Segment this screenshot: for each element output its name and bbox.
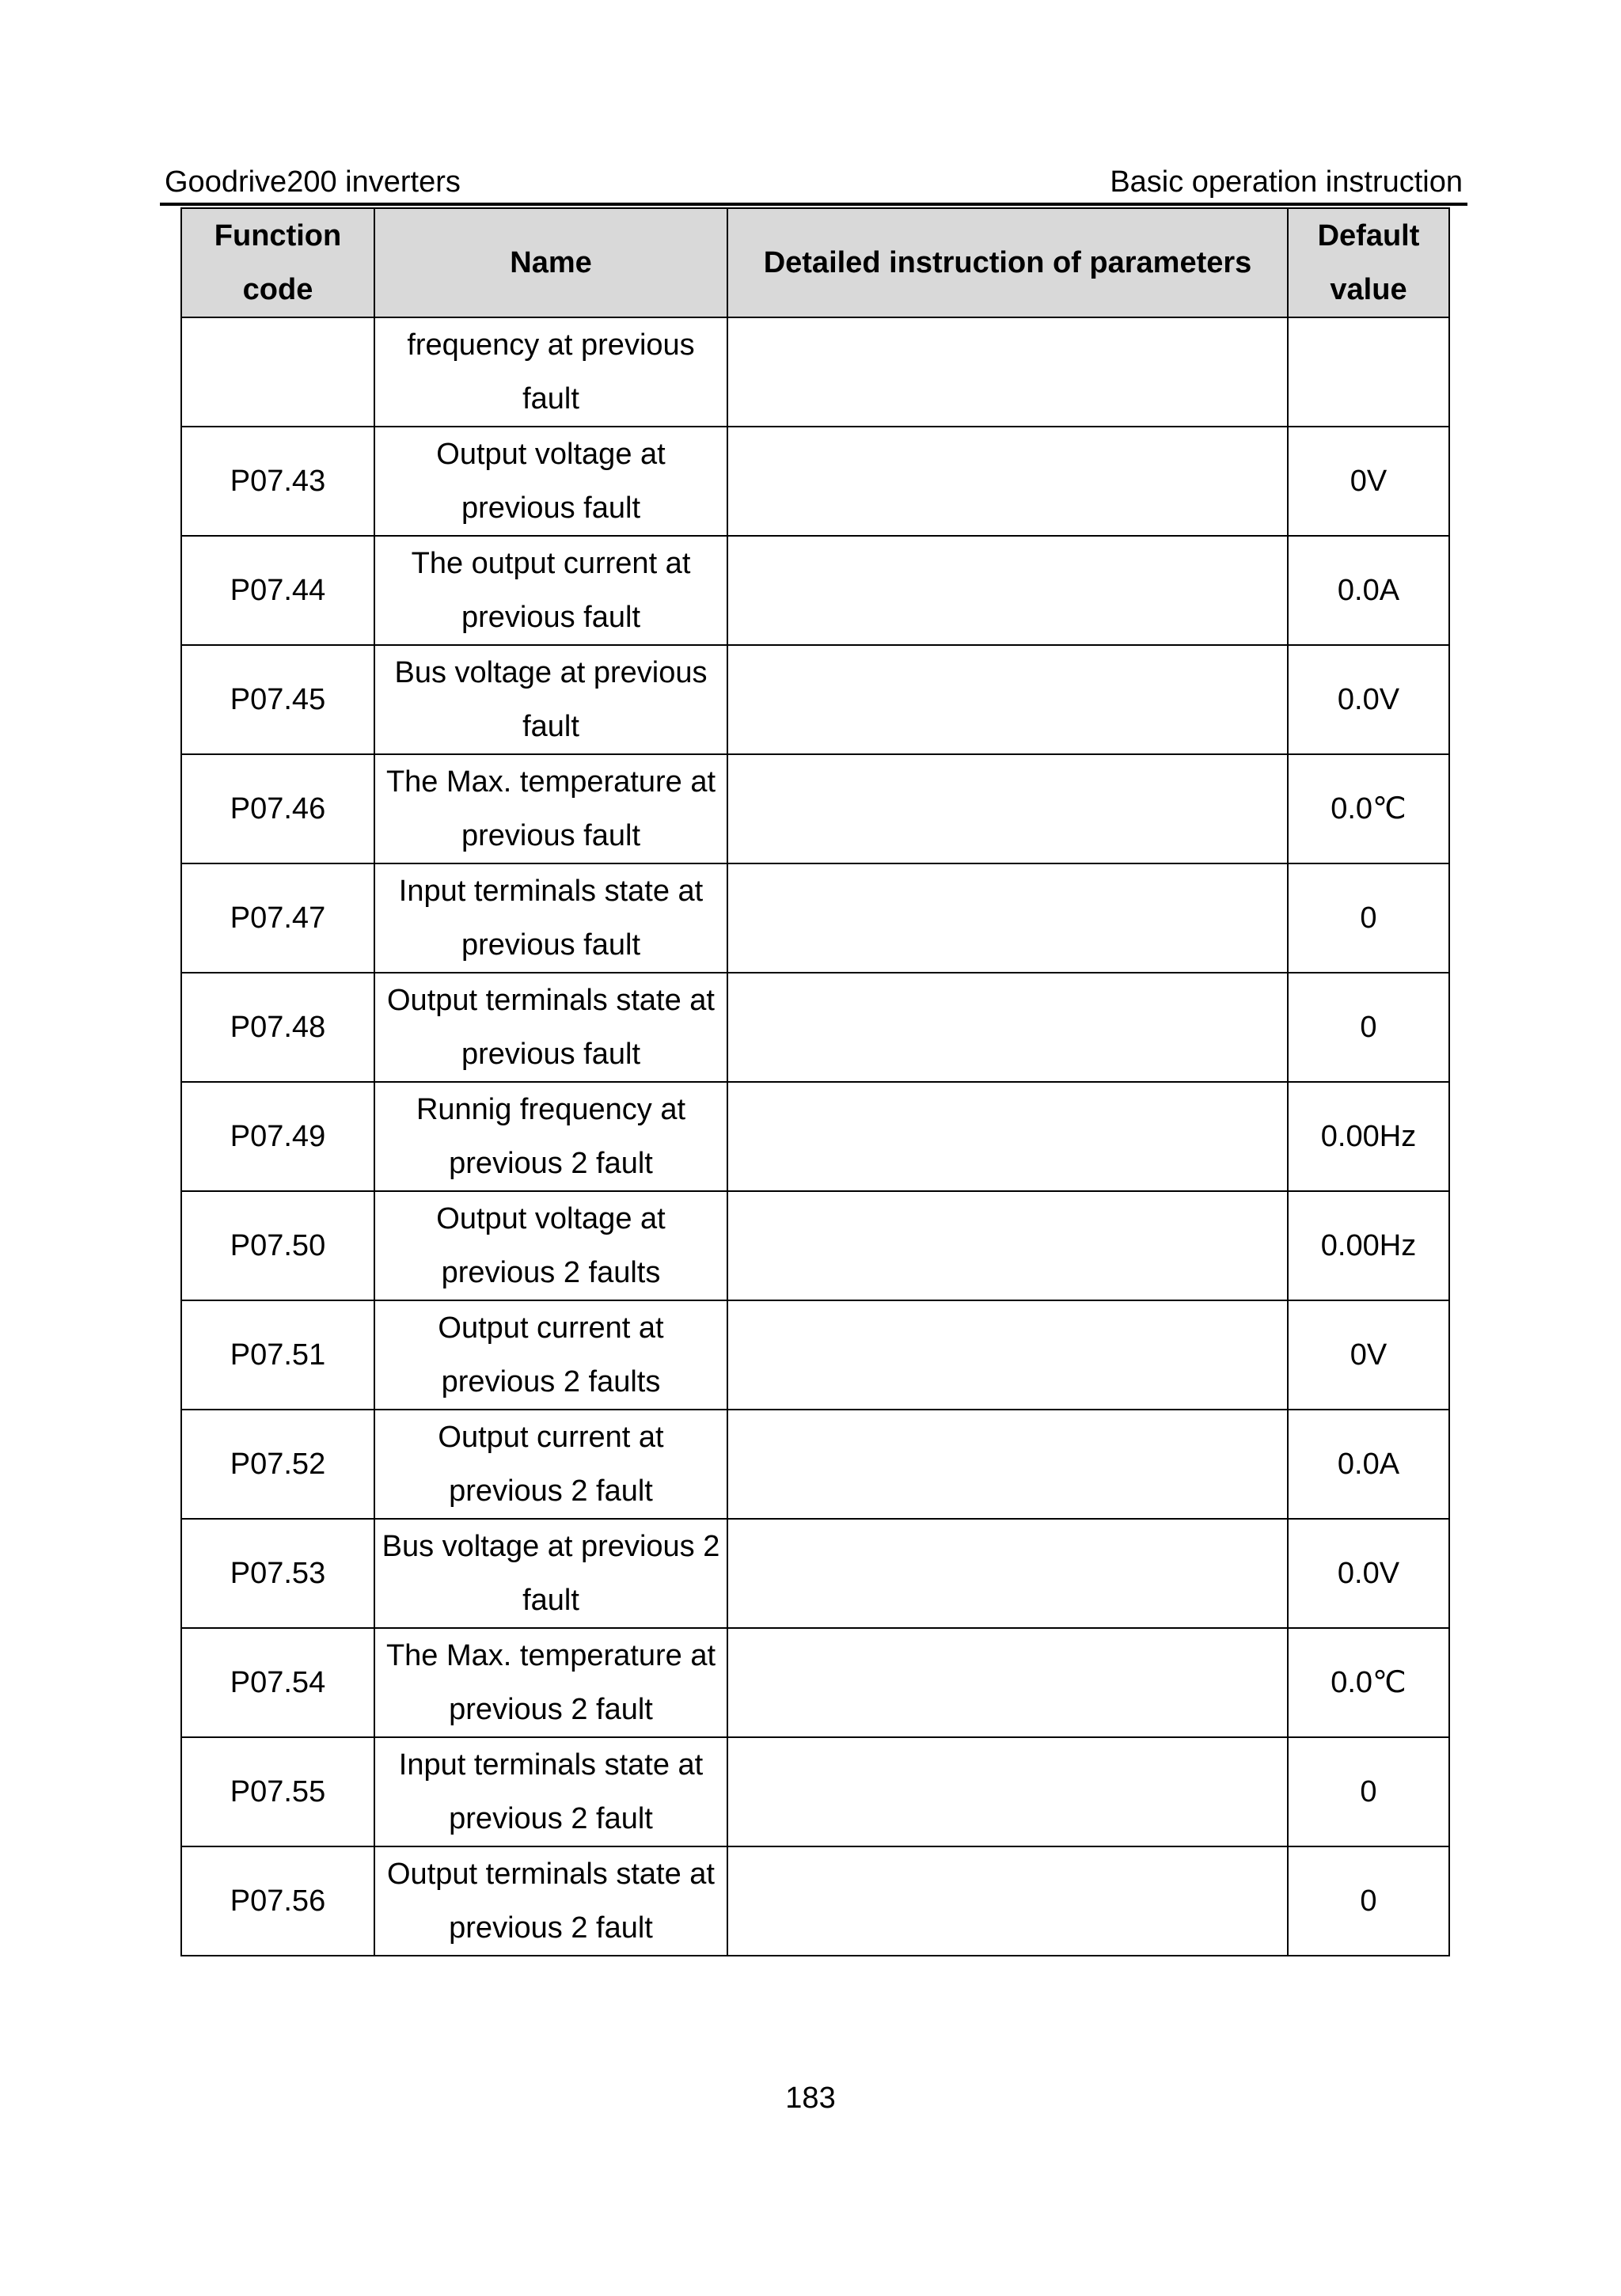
table-row [181,645,1449,754]
cell-default-value: 0V [1288,1300,1449,1410]
cell-name: Output voltage at previous 2 faults [374,1191,727,1300]
table-row [181,536,1449,645]
table-row [181,1846,1449,1956]
table-row [181,317,1449,427]
table-row [181,1410,1449,1519]
cell-function-code: P07.47 [181,863,374,973]
header-document-title: Goodrive200 inverters [165,165,461,199]
table-row [181,1300,1449,1410]
cell-default-value: 0.0℃ [1288,754,1449,863]
cell-default-value: 0V [1288,427,1449,536]
cell-function-code [181,317,374,427]
column-header-detail: Detailed instruction of parameters [727,208,1288,317]
cell-function-code: P07.43 [181,427,374,536]
table-row [181,427,1449,536]
cell-default-value: 0 [1288,863,1449,973]
cell-default-value [1288,317,1449,427]
table-row [181,1737,1449,1846]
cell-name: Bus voltage at previous 2 fault [374,1519,727,1628]
cell-function-code: P07.50 [181,1191,374,1300]
cell-name: The output current at previous fault [374,536,727,645]
cell-detail [727,1300,1288,1410]
cell-default-value: 0 [1288,1737,1449,1846]
cell-function-code: P07.56 [181,1846,374,1956]
cell-function-code: P07.44 [181,536,374,645]
cell-default-value: 0.0V [1288,1519,1449,1628]
cell-function-code: P07.52 [181,1410,374,1519]
cell-name: Input terminals state at previous 2 fault [374,1737,727,1846]
cell-function-code: P07.54 [181,1628,374,1737]
cell-detail [727,863,1288,973]
table-row [181,1191,1449,1300]
table-row [181,1519,1449,1628]
table-row [181,754,1449,863]
cell-default-value: 0 [1288,1846,1449,1956]
cell-name: Bus voltage at previous fault [374,645,727,754]
column-header-default-value: Default value [1288,208,1449,317]
cell-detail [727,427,1288,536]
cell-detail [727,1410,1288,1519]
cell-detail [727,754,1288,863]
page-header [165,161,1463,203]
table-row [181,1628,1449,1737]
cell-detail [727,536,1288,645]
header-divider [160,203,1467,206]
table-row [181,973,1449,1082]
column-header-name: Name [374,208,727,317]
cell-default-value: 0.00Hz [1288,1191,1449,1300]
cell-default-value: 0.0℃ [1288,1628,1449,1737]
cell-name: Output current at previous 2 fault [374,1410,727,1519]
cell-detail [727,1737,1288,1846]
cell-function-code: P07.53 [181,1519,374,1628]
cell-name: Output current at previous 2 faults [374,1300,727,1410]
cell-detail [727,1191,1288,1300]
cell-detail [727,1082,1288,1191]
cell-name: Output terminals state at previous fault [374,973,727,1082]
table-header-row [181,208,1449,317]
cell-default-value: 0 [1288,973,1449,1082]
cell-detail [727,317,1288,427]
cell-default-value: 0.0V [1288,645,1449,754]
cell-name: Output terminals state at previous 2 fault [374,1846,727,1956]
cell-name: Input terminals state at previous fault [374,863,727,973]
table-row [181,863,1449,973]
cell-name: Runnig frequency at previous 2 fault [374,1082,727,1191]
cell-detail [727,1628,1288,1737]
cell-detail [727,1519,1288,1628]
column-header-function-code: Function code [181,208,374,317]
cell-function-code: P07.48 [181,973,374,1082]
cell-name: The Max. temperature at previous fault [374,754,727,863]
cell-function-code: P07.51 [181,1300,374,1410]
header-section-title: Basic operation instruction [1110,165,1463,199]
cell-function-code: P07.49 [181,1082,374,1191]
cell-default-value: 0.0A [1288,1410,1449,1519]
cell-default-value: 0.00Hz [1288,1082,1449,1191]
page-number: 183 [785,2082,836,2115]
table-row [181,1082,1449,1191]
cell-function-code: P07.45 [181,645,374,754]
cell-name: The Max. temperature at previous 2 fault [374,1628,727,1737]
cell-function-code: P07.55 [181,1737,374,1846]
cell-detail [727,1846,1288,1956]
parameter-table [180,207,1450,1956]
cell-detail [727,645,1288,754]
cell-name: frequency at previous fault [374,317,727,427]
cell-function-code: P07.46 [181,754,374,863]
cell-name: Output voltage at previous fault [374,427,727,536]
cell-detail [727,973,1288,1082]
cell-default-value: 0.0A [1288,536,1449,645]
